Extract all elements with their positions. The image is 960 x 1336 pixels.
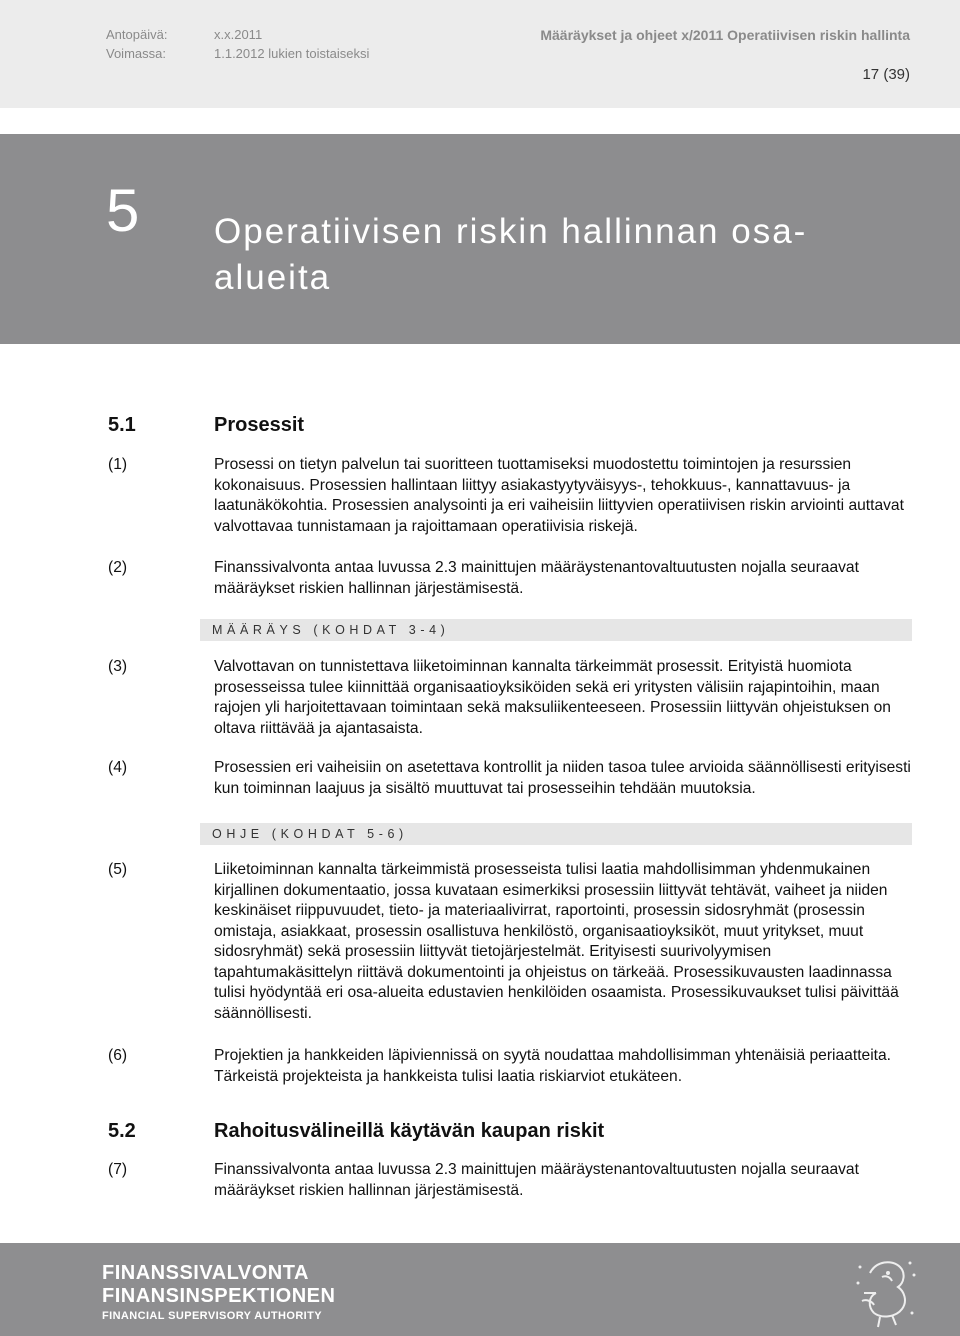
paragraph-number: (7) [108,1161,128,1178]
section-heading [108,1120,604,1143]
section-heading [108,414,304,437]
paragraph-number: (4) [108,759,128,776]
section-title: Prosessit [214,414,305,436]
valid-label: Voimassa: [106,46,166,61]
chapter-number: 5 [106,177,140,244]
regulation-box-heading: MÄÄRÄYS (KOHDAT 3-4) [200,619,912,641]
footer-name-sv: FINANSINSPEKTIONEN [102,1285,336,1307]
paragraph-number: (3) [108,658,128,675]
chapter-title: Operatiivisen riskin hallinnan osa-alueita [214,212,808,297]
paragraph-number: (6) [108,1047,128,1064]
section-number: 5.2 [108,1120,136,1142]
issued-label: Antopäivä: [106,27,168,42]
footer-name-en: FINANCIAL SUPERVISORY AUTHORITY [102,1310,322,1322]
paragraph-text: Valvottavan on tunnistettava liiketoiminnan kannalta tärkeimmät prosessit. Erityistä huomiota prosesseissa tulee kiinnittää organisaatioyksiköiden sekä eri yritysten välisiin rajapintoihin, maan rajojen yli harjoitettavaan toimintaan sekä maksuliikenteeseen. Prosessiin liittyvän ohjeistuksen on oltava riittävää ja ajantasaista. [214,658,891,737]
page-number: 17 (39) [862,66,910,83]
paragraph-text: Finanssivalvonta antaa luvussa 2.3 mainittujen määräystenantovaltuutusten nojalla seuraavat määräykset riskien hallinnan järjestämisestä. [214,1161,859,1199]
chapter-banner [0,134,960,344]
section-number: 5.1 [108,414,136,436]
paragraph-text: Projektien ja hankkeiden läpiviennissä on syytä noudattaa mahdollisimman yhtenäisiä periaatteita. Tärkeistä projekteista ja hankkeista tulisi laatia riskiarviot etukäteen. [214,1047,891,1085]
paragraph-number: (2) [108,559,128,576]
paragraph-text: Finanssivalvonta antaa luvussa 2.3 mainittujen määräystenantovaltuutusten nojalla seuraavat määräykset riskien hallinnan järjestämisestä. [214,559,859,597]
paragraph-text: Prosessien eri vaiheisiin on asetettava kontrollit ja niiden tasoa tulee arvioida säännöllisesti erityisesti kun toiminnan laajuus ja sisältö muuttuvat tai prosesseihin tehdään muutoksia. [214,759,911,797]
paragraph-text: Prosessi on tietyn palvelun tai suoritteen tuottamiseksi muodostettu toimintojen ja resurssien kokonaisuus. Prosessien hallintaan liittyy asiakastyytyväisyys-, tehokkuus-, kannattavuus- ja laatunäkökohtia. Prosessien analysointi ja eri vaiheisiin liittyvien operatiivisen riskin arviointi auttavat valvottavaa tunnistamaan ja rajoittamaan operatiivisia riskejä. [214,456,904,535]
lion-emblem-icon [852,1253,922,1329]
footer-name-fi: FINANSSIVALVONTA [102,1262,309,1284]
paragraph-number: (5) [108,861,128,878]
section-title: Rahoitusvälineillä käytävän kaupan riskit [214,1120,605,1142]
page-footer [0,1243,960,1336]
page-header [0,0,960,108]
valid-value: 1.1.2012 lukien toistaiseksi [214,46,370,61]
guidance-box-heading: OHJE (KOHDAT 5-6) [200,823,912,845]
paragraph-text: Liiketoiminnan kannalta tärkeimmistä prosesseista tulisi laatia mahdollisimman yhdenmukainen kirjallinen dokumentaatio, jossa kuvataan esimerkiksi prosessiin liittyvät tehtävät, vaiheet ja niiden keskinäiset riippuvuudet, tieto- ja materiaalivirrat, raportointi, prosessin sidosryhmät (prosessin omistaja, asiakkaat, prosessin osallistuva henkilöstö, organisaatioyksiköt, muut yritykset, muut sidosryhmät) sekä prosessiin liittyvät tietojärjestelmät. Erityisesti suurivolyymisen tapahtumakäsittelyn riittävä dokumentointi ja ohjeistus on tärkeää. Prosessikuvausten laadinnassa tulisi hyödyntää eri osa-alueita edustavien henkilöiden osaamista. Prosessikuvaukset tulisi päivittää säännöllisesti. [214,861,899,1022]
document-title: Määräykset ja ohjeet x/2011 Operatiivisen riskin hallinta [540,27,910,43]
issued-date: x.x.2011 [214,27,263,42]
paragraph-number: (1) [108,456,128,473]
